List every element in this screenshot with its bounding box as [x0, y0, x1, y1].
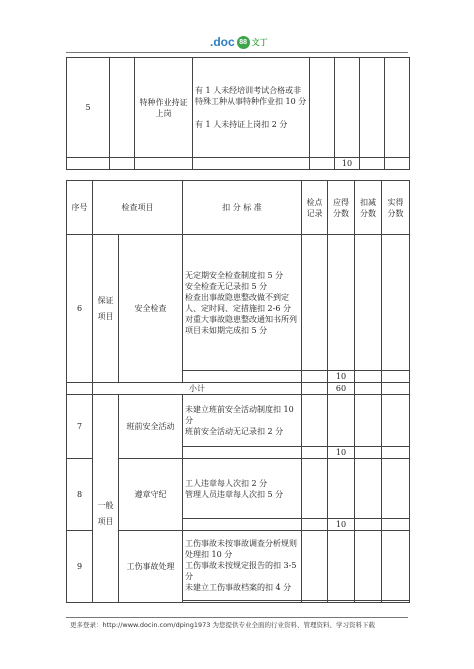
row8-due	[328, 459, 355, 519]
subtotal-blank-3	[355, 383, 382, 395]
row7-score-blank-3	[355, 447, 382, 459]
row5-actual	[385, 58, 410, 158]
row7-number: 7	[67, 395, 93, 459]
row9-tail-1	[183, 601, 302, 603]
header-deduct: 扣减分数	[355, 181, 382, 235]
row5-score-blank-1	[67, 158, 110, 170]
row8-deduct	[355, 459, 382, 519]
row9-due	[328, 531, 355, 601]
row5-record	[310, 58, 335, 158]
row9-deduct	[355, 531, 382, 601]
row5-due	[335, 58, 360, 158]
row5-score-blank-2	[110, 158, 135, 170]
row8-score: 10	[328, 519, 355, 531]
row7-score: 10	[328, 447, 355, 459]
row6-score: 10	[328, 371, 355, 383]
row5-score-blank-5	[310, 158, 335, 170]
row6-score-blank-3	[355, 371, 382, 383]
header-item: 检查项目	[93, 181, 183, 235]
inspection-table	[66, 180, 410, 603]
row8-criteria: 工人违章每人次扣 2 分 管理人员违章每人次扣 5 分	[183, 459, 302, 519]
footer-text[interactable]: 更多登录：http://www.docin.com/dping1973 为您提供专业全面的行业资料、管理资料、学习资料下载	[70, 621, 375, 629]
row6-actual	[382, 235, 410, 371]
header-actual: 实得分数	[382, 181, 410, 235]
row5-number: 5	[67, 58, 110, 158]
row5-item: 特种作业持证上岗	[135, 58, 193, 158]
row6-number: 6	[67, 235, 93, 383]
row9-tail-3	[328, 601, 355, 603]
logo-doc-text: .doc	[210, 35, 235, 49]
row8-number: 8	[67, 459, 93, 531]
footer-divider	[66, 617, 408, 618]
subtotal-blank-2	[302, 383, 328, 395]
docin-logo[interactable]	[210, 34, 268, 50]
row7-score-blank-4	[382, 447, 410, 459]
row6-score-blank-1	[183, 371, 302, 383]
row9-tail-4	[355, 601, 382, 603]
row9-number: 9	[67, 531, 93, 603]
header-divider	[66, 52, 408, 53]
row8-score-blank-3	[355, 519, 382, 531]
row8-item: 遵章守纪	[119, 459, 183, 531]
row6-score-blank-4	[382, 371, 410, 383]
row5-score-blank-4	[193, 158, 310, 170]
header-no: 序号	[67, 181, 93, 235]
subtotal-blank-1	[67, 383, 93, 395]
row9-actual	[382, 531, 410, 601]
row5-deduct	[360, 58, 385, 158]
row5-criteria	[193, 58, 310, 158]
subtotal-label: 小计	[93, 383, 302, 395]
logo-cn-text: 文丁	[251, 37, 268, 47]
row5-score-blank-3	[135, 158, 193, 170]
row9-tail-5	[382, 601, 410, 603]
row7-deduct	[355, 395, 382, 447]
logo-badge-icon: 88	[237, 36, 250, 49]
row9-record	[302, 531, 328, 601]
subtotal-score: 60	[328, 383, 355, 395]
row9-item: 工伤事故处理	[119, 531, 183, 603]
row5-criteria-a: 有 1 人未经培训考试合格或非特殊工种从事特种作业扣 10 分	[195, 86, 307, 106]
row6-record	[302, 235, 328, 371]
row7-score-blank-1	[183, 447, 302, 459]
row7-score-blank-2	[302, 447, 328, 459]
row7-item: 班前安全活动	[119, 395, 183, 459]
subtotal-blank-4	[382, 383, 410, 395]
header-criteria: 扣 分 标 准	[183, 181, 302, 235]
row5-criteria-b: 有 1 人未持证上岗扣 2 分	[195, 120, 288, 129]
header-record: 检点记录	[302, 181, 328, 235]
row6-criteria: 无定期安全检查制度扣 5 分 安全检查无记录扣 5 分 检查出事故隐患整改做不到定人、定时间、定措施扣 2-6 分 对重大事故隐患整改通知书所列项目未如期完成扣 5 分	[183, 235, 302, 371]
row8-score-blank-1	[183, 519, 302, 531]
top-table	[66, 57, 410, 170]
row6-item: 安全检查	[119, 235, 183, 383]
row7-criteria: 未建立班前安全活动制度扣 10 分 班前安全活动无记录扣 2 分	[183, 395, 302, 447]
row8-actual	[382, 459, 410, 519]
row7-actual	[382, 395, 410, 447]
row6-due	[328, 235, 355, 371]
header-due: 应得分数	[328, 181, 355, 235]
row7-due	[328, 395, 355, 447]
row6-score-blank-2	[302, 371, 328, 383]
row8-score-blank-4	[382, 519, 410, 531]
row5-score-blank-6	[360, 158, 385, 170]
row8-record	[302, 459, 328, 519]
row7-record	[302, 395, 328, 447]
row9-tail-2	[302, 601, 328, 603]
general-group-label: 一般项目	[93, 395, 119, 603]
row5-score: 10	[335, 158, 360, 170]
row6-deduct	[355, 235, 382, 371]
row8-score-blank-2	[302, 519, 328, 531]
row9-criteria: 工伤事故未按事故调查分析规则处理扣 10 分 工伤事故未按规定报告的扣 3-5 分 未建立工伤事故档案的扣 4 分	[183, 531, 302, 601]
guarantee-group-label: 保证项目	[93, 235, 119, 383]
row5-score-blank-7	[385, 158, 410, 170]
row5-group-cell	[110, 58, 135, 158]
